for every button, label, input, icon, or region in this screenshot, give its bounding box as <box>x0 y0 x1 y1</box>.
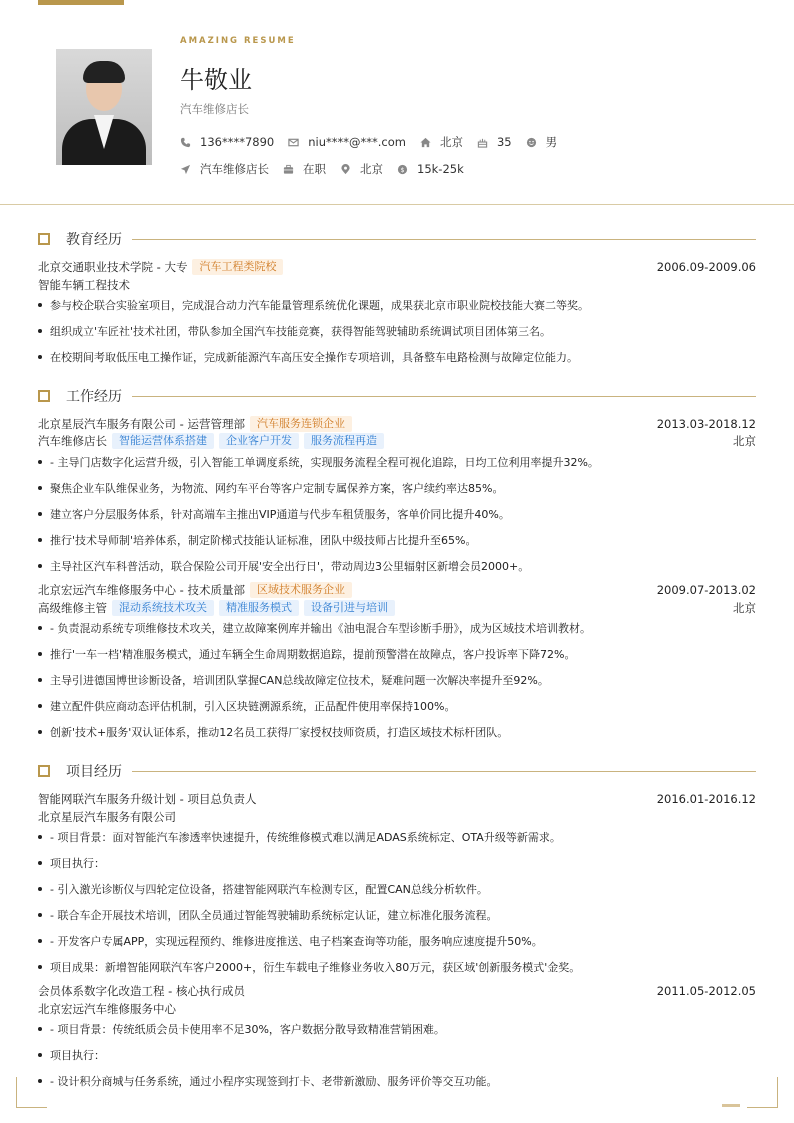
job-location: 北京 <box>733 434 756 448</box>
list-item <box>38 672 756 688</box>
education-bullet-text: 参与校企联合实验室项目，完成混合动力汽车能量管理系统优化课题，成果获北京市职业院校技能大赛二等奖。 <box>50 299 589 312</box>
bullet-dot <box>38 460 42 464</box>
job-position-row <box>38 432 756 450</box>
resume-tagline: AMAZING RESUME <box>180 36 296 46</box>
job-bullet-text: 主导社区汽车科普活动，联合保险公司开展'安全出行日'，带动周边3公里辐射区新增会员2000+。 <box>50 560 530 573</box>
project-org: 北京星辰汽车服务有限公司 <box>38 810 176 824</box>
job-bullet-text: 主导引进德国博世诊断设备，培训团队掌握CAN总线故障定位技术，疑难问题一次解决率提升至92%。 <box>50 674 549 687</box>
list-item <box>38 724 756 740</box>
list-item <box>38 506 756 522</box>
phone-text: 136****7890 <box>200 135 275 149</box>
phone-icon <box>180 137 191 148</box>
list-item <box>38 558 756 574</box>
money-icon <box>397 164 408 175</box>
project-date: 2016.01-2016.12 <box>656 792 756 806</box>
bullet-dot <box>38 1053 42 1057</box>
bullet-dot <box>38 835 42 839</box>
mail-icon <box>288 137 299 148</box>
age-info <box>477 135 512 149</box>
briefcase-icon <box>283 164 294 175</box>
skill-tag: 服务流程再造 <box>304 433 384 449</box>
job-position: 高级维修主管 <box>38 601 107 615</box>
job-bullet-text: 聚焦企业车队维保业务，为物流、网约车平台等客户定制专属保养方案，客户续约率达85%。 <box>50 482 504 495</box>
project-bullet-text: - 联合车企开展技术培训，团队全员通过智能驾驶辅助系统标定认证，建立标准化服务流程。 <box>50 909 498 922</box>
project-date: 2011.05-2012.05 <box>656 984 756 998</box>
salary-text: 15k-25k <box>417 162 464 176</box>
projects-title: 项目经历 <box>66 764 122 780</box>
gender-icon <box>526 137 537 148</box>
school-tag: 汽车工程类院校 <box>192 259 283 275</box>
send-icon <box>180 164 191 175</box>
work-section-header <box>38 388 756 404</box>
section-divider <box>132 396 756 397</box>
job-bullet-text: 创新'技术+服务'双认证体系，推动12名员工获得厂家授权技师资质，打造区域技术标杆团队。 <box>50 726 509 739</box>
list-item <box>38 1073 756 1089</box>
project-org-row <box>38 808 756 826</box>
list-item <box>38 646 756 662</box>
bullet-dot <box>38 913 42 917</box>
salary-info <box>397 162 464 176</box>
project-bullet-text: 项目成果：新增智能网联汽车客户2000+，衍生车载电子维修业务收入80万元，获区域'创新服务模式'金奖。 <box>50 961 581 974</box>
bullet-dot <box>38 965 42 969</box>
hometown-info <box>420 134 463 150</box>
job-company-row <box>38 581 756 599</box>
education-title: 教育经历 <box>66 232 122 248</box>
job-bullet-text: 推行'技术导师制'培养体系，制定阶梯式技能认证标准，团队中级技师占比提升至65%。 <box>50 534 477 547</box>
contact-info-row <box>180 134 571 150</box>
bullet-dot <box>38 355 42 359</box>
target-city-text: 北京 <box>360 162 383 176</box>
job-bullet-text: - 负责混动系统专项维修技术攻关，建立故障案例库并输出《油电混合车型诊断手册》，成为区域技术培训教材。 <box>50 622 591 635</box>
home-icon <box>420 137 431 148</box>
bullet-dot <box>38 303 42 307</box>
list-item <box>38 297 756 313</box>
job-date: 2009.07-2013.02 <box>656 583 756 597</box>
page-corner-bottom-left <box>16 1077 47 1108</box>
project-bullet-text: 项目执行： <box>50 857 105 870</box>
top-accent-bar <box>38 0 124 5</box>
section-square-icon <box>38 765 50 777</box>
education-section-header <box>38 231 756 247</box>
status-text: 在职 <box>303 162 326 176</box>
hometown-text: 北京 <box>439 135 463 149</box>
job-bullet-text: 建立客户分层服务体系，针对高端车主推出VIP通道与代步车租赁服务，客单价同比提升40%。 <box>50 508 510 521</box>
phone-info <box>180 135 274 149</box>
status-info <box>283 161 326 177</box>
avatar-hair <box>83 61 125 83</box>
job-location: 北京 <box>733 601 756 615</box>
bullet-dot <box>38 652 42 656</box>
job-bullet-text: 建立配件供应商动态评估机制，引入区块链溯源系统，正品配件使用率保持100%。 <box>50 700 456 713</box>
section-divider <box>132 771 756 772</box>
company-name: 北京星辰汽车服务有限公司 - 运营管理部 <box>38 417 245 431</box>
project-bullet-text: - 项目背景：面对智能汽车渗透率快速提升，传统维修模式难以满足ADAS系统标定、OTA升级等新需求。 <box>50 831 561 844</box>
target-job-info <box>180 161 269 177</box>
work-title: 工作经历 <box>66 389 122 405</box>
list-item <box>38 620 756 636</box>
candidate-name: 牛敬业 <box>180 66 252 94</box>
bullet-dot <box>38 730 42 734</box>
gender-info <box>526 134 558 150</box>
skill-tag: 企业客户开发 <box>219 433 299 449</box>
job-date: 2013.03-2018.12 <box>656 417 756 431</box>
list-item <box>38 881 756 897</box>
job-bullet-text: - 主导门店数字化运营升级，引入智能工单调度系统，实现服务流程全程可视化追踪，日均工位利用率提升32%。 <box>50 456 599 469</box>
project-bullet-text: - 项目背景：传统纸质会员卡使用率不足30%，客户数据分散导致精准营销困难。 <box>50 1023 445 1036</box>
target-city-info <box>340 161 383 177</box>
footer-accent-bar <box>722 1104 740 1107</box>
education-school-row <box>38 258 756 276</box>
project-org: 北京宏远汽车维修服务中心 <box>38 1002 176 1016</box>
education-date: 2006.09-2009.06 <box>656 260 756 274</box>
section-divider <box>132 239 756 240</box>
school-name: 北京交通职业技术学院 - 大专 <box>38 260 188 274</box>
major-name: 智能车辆工程技术 <box>38 278 130 292</box>
list-item <box>38 349 756 365</box>
project-bullet-text: - 设计积分商城与任务系统，通过小程序实现签到打卡、老带新激励、服务评价等交互功能。 <box>50 1075 498 1088</box>
list-item <box>38 1047 756 1063</box>
list-item <box>38 907 756 923</box>
candidate-job: 汽车维修店长 <box>180 102 249 116</box>
project-name: 智能网联汽车服务升级计划 - 项目总负责人 <box>38 792 257 806</box>
bullet-dot <box>38 512 42 516</box>
bullet-dot <box>38 939 42 943</box>
job-position: 汽车维修店长 <box>38 434 107 448</box>
email-info <box>288 135 406 149</box>
bullet-dot <box>38 538 42 542</box>
svg-text:$: $ <box>400 165 405 174</box>
list-item <box>38 933 756 949</box>
education-major-row <box>38 276 756 294</box>
projects-section-header <box>38 763 756 779</box>
list-item <box>38 698 756 714</box>
project-name-row <box>38 790 756 808</box>
skill-tag: 混动系统技术攻关 <box>112 600 214 616</box>
job-position-row <box>38 599 756 617</box>
avatar <box>56 49 152 165</box>
bullet-dot <box>38 626 42 630</box>
skill-tag: 设备引进与培训 <box>304 600 395 616</box>
project-name-row <box>38 982 756 1000</box>
bullet-dot <box>38 678 42 682</box>
job-intent-row <box>180 161 478 177</box>
bullet-dot <box>38 704 42 708</box>
bullet-dot <box>38 564 42 568</box>
project-name: 会员体系数字化改造工程 - 核心执行成员 <box>38 984 245 998</box>
company-name: 北京宏远汽车维修服务中心 - 技术质量部 <box>38 583 245 597</box>
list-item <box>38 532 756 548</box>
page-corner-bottom-right <box>747 1077 778 1108</box>
project-bullet-text: - 开发客户专属APP，实现远程预约、维修进度推送、电子档案查询等功能，服务响应速度提升50%。 <box>50 935 543 948</box>
bullet-dot <box>38 861 42 865</box>
project-org-row <box>38 1000 756 1018</box>
gender-text: 男 <box>545 135 558 149</box>
project-bullet-text: - 引入激光诊断仪与四轮定位设备，搭建智能网联汽车检测专区，配置CAN总线分析软件。 <box>50 883 488 896</box>
bullet-dot <box>38 486 42 490</box>
cake-icon <box>477 137 488 148</box>
job-bullet-text: 推行'一车一档'精准服务模式，通过车辆全生命周期数据追踪，提前预警潜在故障点，客户投诉率下降72%。 <box>50 648 576 661</box>
job-company-row <box>38 415 756 433</box>
education-bullet-text: 在校期间考取低压电工操作证，完成新能源汽车高压安全操作专项培训，具备整车电路检测与故障定位能力。 <box>50 351 578 364</box>
list-item <box>38 454 756 470</box>
age-text: 35 <box>496 135 512 149</box>
list-item <box>38 855 756 871</box>
list-item <box>38 323 756 339</box>
section-square-icon <box>38 233 50 245</box>
project-bullet-text: 项目执行： <box>50 1049 105 1062</box>
email-text: niu****@***.com <box>308 135 406 149</box>
target-job-text: 汽车维修店长 <box>200 162 269 176</box>
company-tag: 汽车服务连锁企业 <box>250 416 352 432</box>
location-icon <box>340 164 351 175</box>
company-tag: 区域技术服务企业 <box>250 582 352 598</box>
section-square-icon <box>38 390 50 402</box>
skill-tag: 智能运营体系搭建 <box>112 433 214 449</box>
education-bullet-text: 组织成立'车匠社'技术社团，带队参加全国汽车技能竞赛，获得智能驾驶辅助系统调试项目团体第三名。 <box>50 325 552 338</box>
bullet-dot <box>38 329 42 333</box>
skill-tag: 精准服务模式 <box>219 600 299 616</box>
list-item <box>38 959 756 975</box>
list-item <box>38 480 756 496</box>
bullet-dot <box>38 887 42 891</box>
bullet-dot <box>38 1027 42 1031</box>
list-item <box>38 829 756 845</box>
list-item <box>38 1021 756 1037</box>
header-divider <box>0 204 794 205</box>
